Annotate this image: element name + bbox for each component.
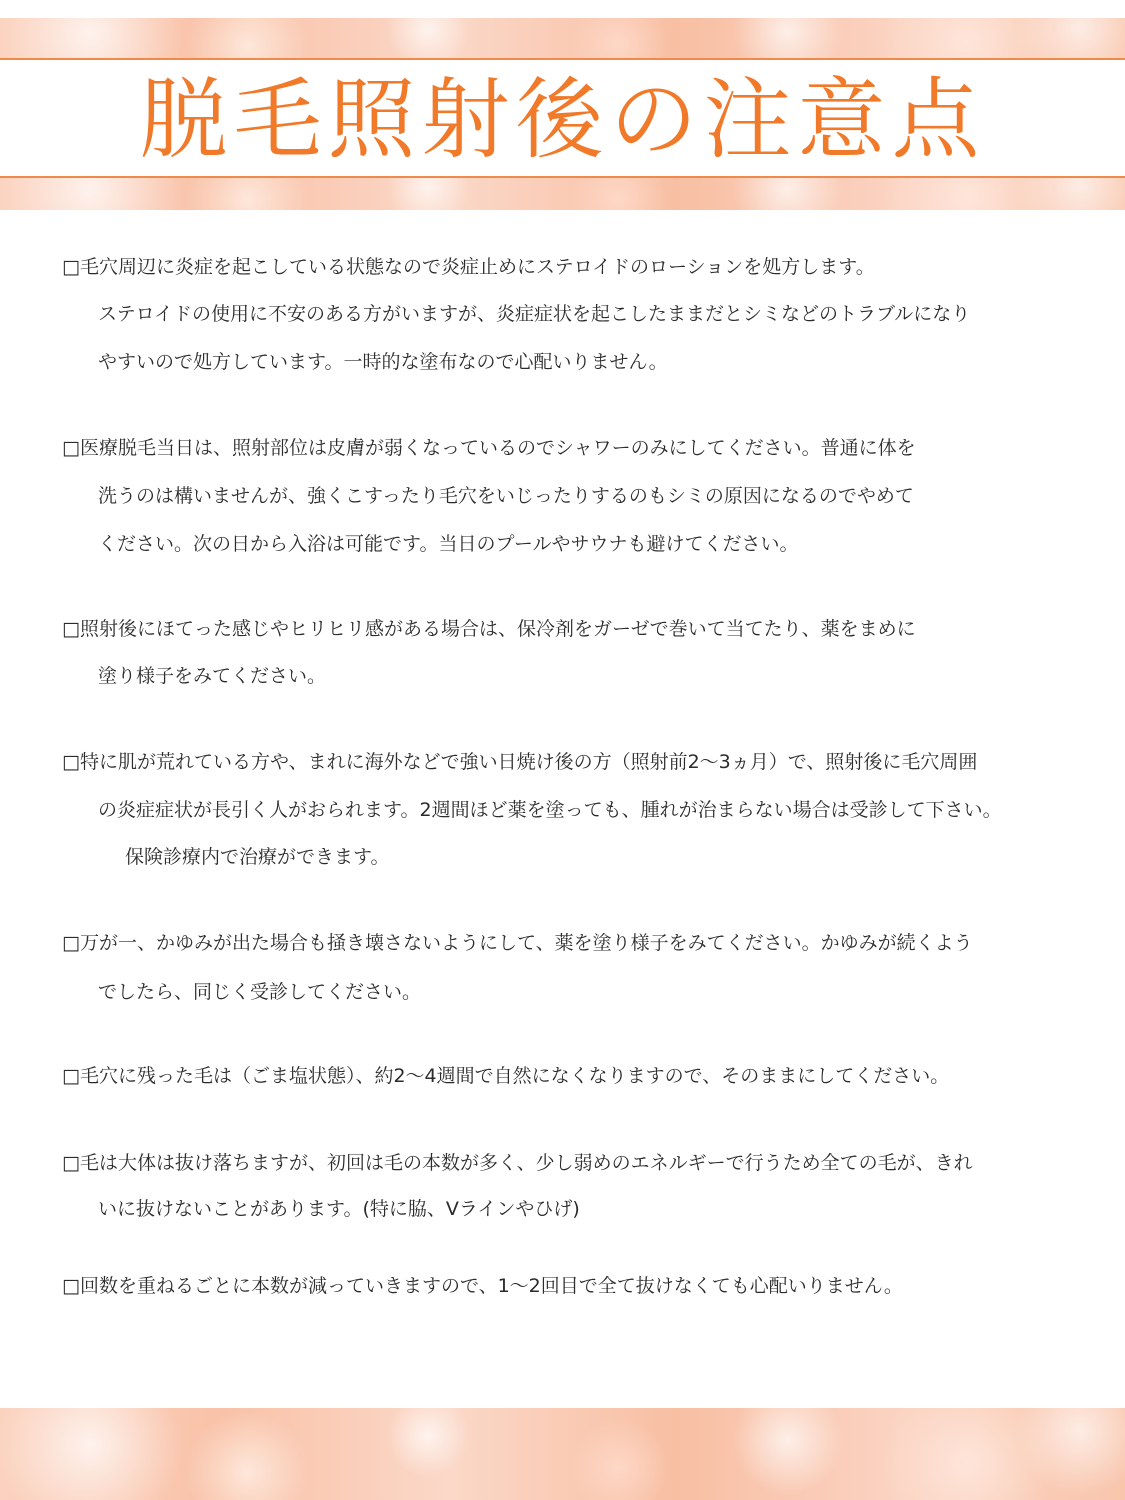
floral-banner-bottom — [0, 1408, 1125, 1500]
note-6-line-1: □毛穴に残った毛は（ごま塩状態）、約2〜4週間で自然になくなりますので、そのままにしてください。 — [62, 1065, 950, 1087]
note-2-line-3: ください。次の日から入浴は可能です。当日のプールやサウナも避けてください。 — [98, 533, 799, 555]
note-5-line-1: □万が一、かゆみが出た場合も掻き壊さないようにして、薬を塗り様子をみてください。かゆみが続くよう — [62, 932, 973, 954]
note-4-line-1: □特に肌が荒れている方や、まれに海外などで強い日焼け後の方（照射前2〜3ヵ月）で、照射後に毛穴周囲 — [62, 751, 978, 773]
note-4-line-3: 保険診療内で治療ができます。 — [125, 846, 390, 868]
note-2-line-1: □医療脱毛当日は、照射部位は皮膚が弱くなっているのでシャワーのみにしてください。普通に体を — [62, 437, 916, 459]
note-2-line-2: 洗うのは構いませんが、強くこすったり毛穴をいじったりするのもシミの原因になるのでやめて — [98, 485, 914, 507]
note-1-line-1: □毛穴周辺に炎症を起こしている状態なので炎症止めにステロイドのローションを処方します。 — [62, 256, 875, 278]
note-1-line-3: やすいので処方しています。一時的な塗布なので心配いりません。 — [98, 351, 668, 373]
note-5-line-2: でしたら、同じく受診してください。 — [98, 981, 422, 1003]
note-1-line-2: ステロイドの使用に不安のある方がいますが、炎症症状を起こしたままだとシミなどのトラブルになり — [98, 303, 971, 325]
note-7-line-2: いに抜けないことがあります。(特に脇、Vラインやひげ) — [98, 1198, 580, 1220]
note-7-line-1: □毛は大体は抜け落ちますが、初回は毛の本数が多く、少し弱めのエネルギーで行うため全ての毛が、きれ — [62, 1152, 973, 1174]
note-3-line-1: □照射後にほてった感じやヒリヒリ感がある場合は、保冷剤をガーゼで巻いて当てたり、薬をまめに — [62, 618, 916, 640]
note-4-line-2: の炎症症状が長引く人がおられます。2週間ほど薬を塗っても、腫れが治まらない場合は受診して下さい。 — [98, 799, 1002, 821]
note-3-line-2: 塗り様子をみてください。 — [98, 665, 327, 687]
note-8-line-1: □回数を重ねるごとに本数が減っていきますので、1〜2回目で全て抜けなくても心配いりません。 — [62, 1275, 903, 1297]
page-title: 脱毛照射後の注意点 — [139, 68, 986, 171]
